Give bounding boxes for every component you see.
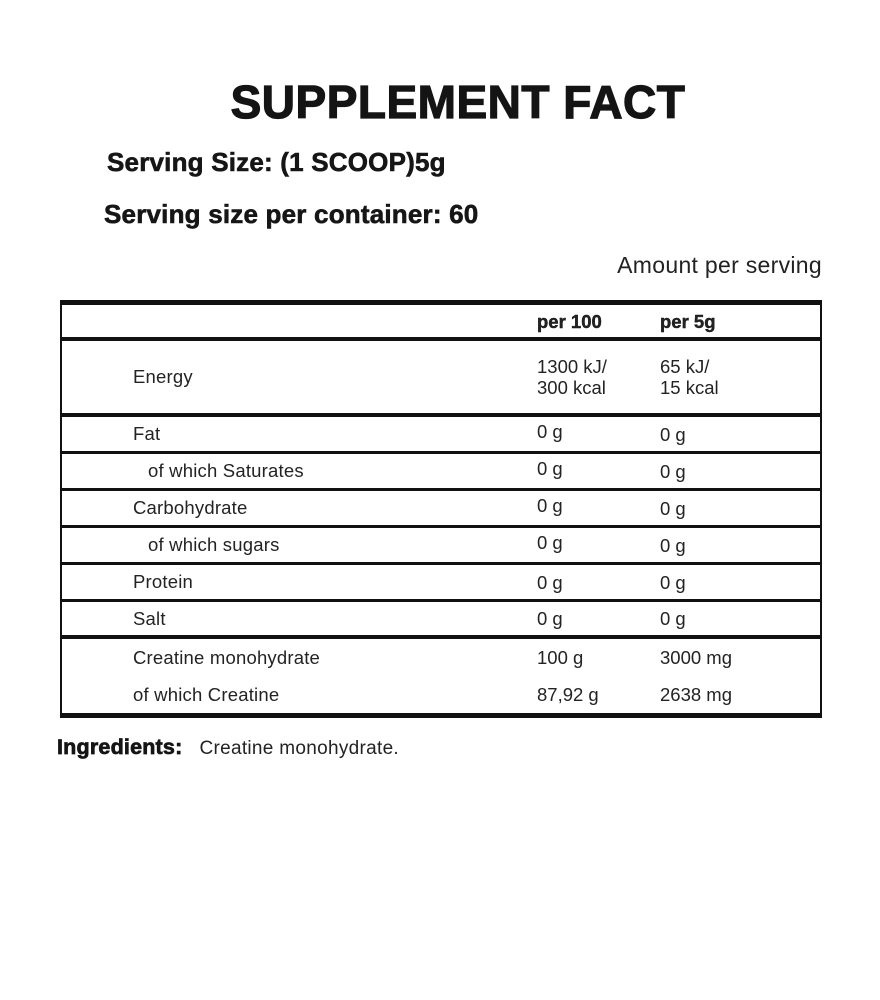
nutrient-label: of which sugars	[148, 534, 280, 555]
value-per5g: 0 g	[660, 608, 686, 629]
table-row	[62, 676, 820, 713]
value-per100: 0 g	[537, 420, 563, 442]
value-per5g: 0 g	[660, 534, 686, 556]
nutrient-label: Fat	[133, 423, 161, 444]
value-per5g: 0 g	[660, 571, 686, 593]
nutrition-facts-table	[60, 300, 822, 718]
value-per5g: 0 g	[660, 497, 686, 519]
amount-per-serving-caption: Amount per serving	[617, 252, 822, 278]
table-row	[62, 341, 820, 417]
nutrient-label: Salt	[133, 607, 166, 629]
value-per100: 100 g	[537, 647, 584, 668]
table-row	[62, 491, 820, 528]
table-row	[62, 454, 820, 491]
ingredients-row	[57, 735, 399, 760]
value-per100: 0 g	[537, 531, 563, 553]
serving-size-line: Serving Size: (1 SCOOP)5g	[107, 147, 446, 177]
table-header-row	[62, 305, 820, 341]
value-per5g: 0 g	[660, 460, 686, 482]
value-per5g: 3000 mg	[660, 647, 732, 668]
value-per100: 0 g	[537, 457, 563, 479]
header-spacer-cell	[62, 305, 537, 337]
nutrient-label: Creatine monohydrate	[133, 646, 321, 668]
table-row	[62, 565, 820, 602]
page-title: SUPPLEMENT FACT	[230, 76, 686, 128]
table-body	[62, 341, 820, 713]
value-per100: 87,92 g	[537, 684, 599, 705]
column-header-per100: per 100	[537, 310, 602, 332]
table-row	[62, 602, 820, 639]
value-per100: 0 g	[537, 571, 563, 593]
table-row	[62, 528, 820, 565]
nutrient-label: Protein	[133, 571, 194, 592]
value-per100: 1300 kJ/ 300 kcal	[537, 356, 607, 398]
nutrient-label: Energy	[133, 366, 193, 387]
table-row	[62, 417, 820, 454]
nutrient-label: Carbohydrate	[133, 497, 248, 518]
nutrient-label: of which Saturates	[148, 460, 304, 481]
value-per100: 0 g	[537, 494, 563, 516]
table-row	[62, 639, 820, 676]
servings-per-container-line: Serving size per container: 60	[104, 199, 479, 229]
ingredients-label: Ingredients:	[57, 735, 183, 759]
value-per100: 0 g	[537, 608, 563, 629]
ingredients-value: Creatine monohydrate.	[199, 738, 400, 759]
value-per5g: 0 g	[660, 423, 686, 445]
column-header-per5g: per 5g	[660, 310, 716, 332]
value-per5g: 65 kJ/ 15 kcal	[660, 356, 719, 398]
nutrient-label: of which Creatine	[133, 683, 280, 705]
table-bottom-rule	[62, 713, 820, 716]
value-per5g: 2638 mg	[660, 684, 732, 705]
